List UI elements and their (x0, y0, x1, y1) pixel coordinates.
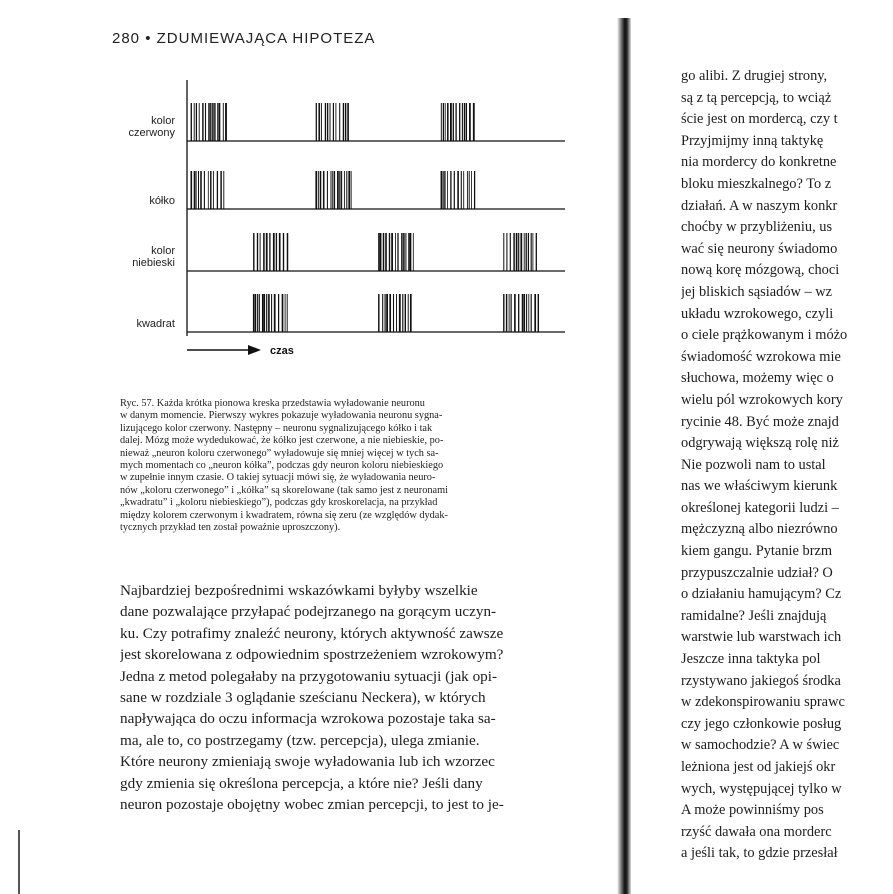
spike-burst (504, 233, 537, 271)
running-title: ZDUMIEWAJĄCA HIPOTEZA (156, 30, 376, 47)
text-line: rzyść dawała ona morderc (681, 823, 832, 840)
text-line: o działaniu hamującym? Cz (681, 586, 842, 603)
text-line: Jedna z metod polegałaby na przygotowaniu sytuacji (jak opi- (120, 667, 498, 685)
text-line: Nie pozwoli nam to ustal (681, 456, 826, 473)
caption-line: tycznych przykład ten został poważnie uproszczony). (120, 522, 341, 534)
row-label-line: kolor (151, 115, 175, 127)
row-label-line: kółko (149, 195, 175, 207)
caption-line: nieważ „neuron koloru czerwonego” wyładowuje się mniej więcej w tych sa- (120, 447, 439, 459)
text-line: Najbardziej bezpośrednimi wskazówkami byłyby wszelkie (120, 582, 478, 599)
spike-burst (316, 171, 351, 209)
row-label (105, 245, 175, 269)
text-line: wielu pól wzrokowych kory (681, 391, 843, 408)
caption-line: Ryc. 57. Każda krótka pionowa kreska przedstawia wyładowanie neuronu (120, 398, 425, 409)
text-line: działań. A w naszym konkr (681, 197, 838, 214)
spike-burst (316, 103, 348, 141)
text-line: wych, występującej tylko w (681, 780, 842, 797)
page-edge-mark (18, 830, 20, 894)
text-line: w samochodzie? A w świec (681, 737, 840, 754)
text-line: ramidalne? Jeśli znajdują (681, 607, 827, 624)
text-line: czy jego członkowie posług (681, 715, 842, 732)
caption-line: w zupełnie innym czasie. O takiej sytuacji mówi się, że wyładowania neuro- (120, 472, 436, 484)
right-page-body-text (681, 66, 893, 865)
row-label-line: kwadrat (136, 318, 175, 330)
page-number: 280 (112, 30, 141, 47)
text-line: bloku mieszkalnego? To z (681, 175, 832, 192)
figure-caption (120, 398, 570, 534)
spike-burst (191, 171, 224, 209)
text-line: mężczyzną albo niezrówno (681, 521, 838, 538)
text-line: są z tą percepcją, to wciąż (681, 89, 832, 106)
text-line: wać się neurony świadomo (681, 240, 838, 257)
left-page-body-text (120, 580, 575, 815)
spike-burst (379, 233, 414, 271)
text-line: gdy zmienia się określona percepcja, a które nie? Jeśli dany (120, 774, 483, 792)
row-label-line: czerwony (128, 127, 175, 139)
text-line: ma, ale to, co postrzegamy (tzw. percepcja), ulega zmianie. (120, 731, 480, 749)
time-axis-label: czas (270, 345, 294, 357)
row-label (105, 115, 175, 139)
text-line: nia mordercy do konkretne (681, 154, 837, 171)
spike-burst (379, 294, 411, 332)
book-spine-shadow (617, 18, 631, 894)
caption-line: dalej. Mózg może wydedukować, że kółko jest czerwone, a nie niebieskie, po- (120, 435, 444, 447)
caption-line: między kolorem czerwonym i kwadratem, równa się zeru (ze względów dydak- (120, 509, 448, 521)
text-line: rzystywano jakiegoś środka (681, 672, 841, 689)
text-line: Jeszcze inna taktyka pol (681, 651, 821, 668)
text-line: określonej kategorii ludzi – (681, 499, 839, 516)
text-line: A może powinniśmy pos (681, 802, 824, 819)
row-label-line: kolor (151, 245, 175, 257)
text-line: choćby w przybliżeniu, us (681, 219, 833, 236)
text-line: dane pozwalające przyłapać podejrzanego na gorącym uczyn- (120, 603, 497, 621)
caption-line: mych momentach co „neuron kółka”, podczas gdy neuron koloru niebieskiego (120, 460, 444, 472)
caption-line: „kwadratu” i „koloru niebieskiego”), podczas gdy kroskorelacja, na przykład (120, 497, 438, 509)
spike-burst (441, 171, 474, 209)
text-line: sane w rozdziale 3 oglądanie sześcianu Neckera), w których (120, 689, 486, 707)
spike-burst (504, 294, 539, 332)
text-line: w zdekonspirowaniu sprawc (681, 694, 845, 711)
text-line: jej bliskich sąsiadów – wz (681, 283, 833, 300)
text-line: odgrywają większą rolę niż (681, 435, 839, 452)
row-label (105, 318, 175, 330)
caption-line: lizującego kolor czerwony. Następny – neuronu sygnalizującego kółko i tak (120, 422, 433, 434)
text-line: a jeśli tak, to gdzie przesłał (681, 845, 838, 862)
header-separator: • (145, 30, 152, 47)
spike-burst (191, 103, 226, 141)
time-arrow-head (248, 345, 261, 355)
text-line: warstwie lub warstwach ich (681, 629, 842, 646)
text-line: przypuszczalnie udział? O (681, 564, 833, 581)
spike-burst (254, 294, 287, 332)
text-line: kiem gangu. Pytanie brzm (681, 543, 833, 560)
spike-burst (441, 103, 474, 141)
text-line: napływająca do oczu informacja wzrokowa pozostaje taka sa- (120, 710, 496, 728)
text-line: układu wzrokowego, czyli (681, 305, 834, 322)
text-line: o ciele prążkowanym i móżo (681, 327, 848, 344)
text-line: Przyjmijmy inną taktykę (681, 132, 824, 149)
text-line: leżniona jest od jakiejś okr (681, 759, 836, 775)
text-line: neuron pozostaje obojętny wobec zmian percepcji, to jest to je- (120, 796, 504, 814)
spike-burst (254, 233, 288, 271)
row-label (105, 195, 175, 207)
row-label-line: niebieski (132, 257, 175, 269)
text-line: Które neurony zmieniają swoje wyładowania lub ich wzorzec (120, 753, 495, 771)
caption-line: w danym momencie. Pierwszy wykres pokazuje wyładowania neuronu sygna- (120, 410, 443, 422)
text-line: nową korę mózgową, choci (681, 262, 840, 279)
text-line: rycinie 48. Być może znajd (681, 413, 839, 430)
text-line: świadomość wzrokowa mie (681, 348, 841, 365)
text-line: ście jest on mordercą, czy t (681, 111, 838, 128)
text-line: jest skorelowana z odpowiednim spostrzeżeniem wzrokowym? (120, 646, 504, 664)
text-line: ku. Czy potrafimy znaleźć neurony, których aktywność zawsze (120, 624, 504, 642)
text-line: go alibi. Z drugiej strony, (681, 68, 828, 84)
caption-line: nów „koloru czerwonego” i „kółka” są skorelowane (tak samo jest z neuronami (120, 484, 448, 496)
text-line: słuchowa, możemy więc o (681, 370, 834, 387)
text-line: nas we właściwym kierunk (681, 478, 838, 495)
